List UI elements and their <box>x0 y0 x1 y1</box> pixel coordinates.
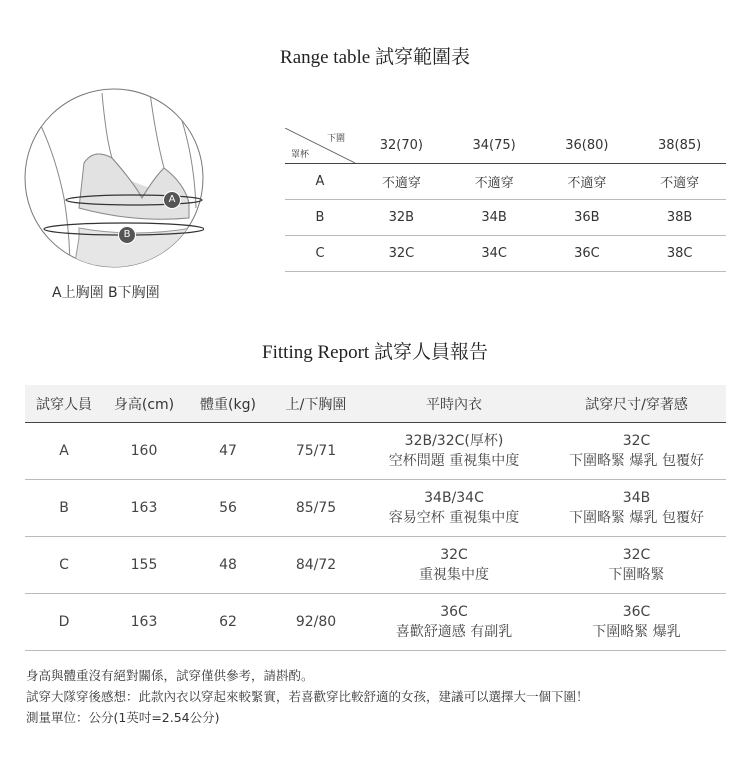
fit-weight: 48 <box>185 537 271 594</box>
fit-person: D <box>25 594 103 651</box>
range-col-header: 38(85) <box>633 128 726 164</box>
fit-row <box>25 594 726 651</box>
range-cup-label: A <box>285 164 355 200</box>
fit-trial-feel: 下圍略緊 爆乳 <box>592 624 681 640</box>
range-cup-label: B <box>285 200 355 236</box>
fit-person: A <box>25 423 103 480</box>
illustration-caption: A上胸圍 B下胸圍 <box>52 285 160 301</box>
fit-usual-size: 34B/34C <box>424 490 484 506</box>
range-cell: 38B <box>633 200 726 236</box>
fitting-notes <box>26 665 589 728</box>
range-cell: 36C <box>541 236 634 272</box>
fit-usual-note: 喜歡舒適感 有副乳 <box>395 624 513 640</box>
range-col-header: 34(75) <box>448 128 541 164</box>
range-col-header: 32(70) <box>355 128 448 164</box>
corner-label-cup: 罩杯 <box>291 150 310 160</box>
range-corner-cell <box>285 128 355 164</box>
fit-weight: 56 <box>185 480 271 537</box>
fit-trial-size: 34B <box>622 490 651 506</box>
fit-person: C <box>25 537 103 594</box>
fit-person: B <box>25 480 103 537</box>
marker-a: A <box>163 191 181 209</box>
range-cell: 不適穿 <box>541 164 634 200</box>
fit-usual <box>361 480 547 537</box>
fit-weight: 62 <box>185 594 271 651</box>
fit-usual-size: 32C <box>440 547 468 563</box>
fit-header: 試穿尺寸/穿著感 <box>547 385 726 423</box>
note-line: 身高與體重沒有絕對關係，試穿僅供參考，請斟酌。 <box>26 668 314 683</box>
fit-trial <box>547 480 726 537</box>
fit-usual <box>361 423 547 480</box>
fit-usual-size: 32B/32C(厚杯) <box>404 433 504 449</box>
range-col-header: 36(80) <box>541 128 634 164</box>
fit-height: 163 <box>103 594 185 651</box>
note-line: 測量單位：公分(1英吋=2.54公分) <box>26 710 220 725</box>
fit-usual <box>361 594 547 651</box>
range-cup-label: C <box>285 236 355 272</box>
fit-height: 155 <box>103 537 185 594</box>
range-row <box>285 164 726 200</box>
fit-height: 160 <box>103 423 185 480</box>
fit-trial-size: 36C <box>622 604 651 620</box>
fit-trial-feel: 下圍略緊 爆乳 包覆好 <box>569 453 704 469</box>
fitting-table <box>25 385 726 651</box>
fit-trial <box>547 537 726 594</box>
fit-usual-note: 空杯問題 重視集中度 <box>388 453 520 469</box>
marker-b: B <box>118 226 136 244</box>
fit-trial-feel: 下圍略緊 爆乳 包覆好 <box>569 510 704 526</box>
fit-usual-note: 重視集中度 <box>419 567 489 583</box>
fit-trial-size: 32C <box>622 547 651 563</box>
range-table <box>285 128 726 272</box>
fit-header: 平時內衣 <box>361 385 547 423</box>
range-cell: 不適穿 <box>633 164 726 200</box>
fit-header: 身高(cm) <box>103 385 185 423</box>
fit-row <box>25 480 726 537</box>
fit-trial-feel: 下圍略緊 <box>608 567 665 583</box>
fit-height: 163 <box>103 480 185 537</box>
note-line: 試穿大隊穿後感想：此款內衣以穿起來較緊實，若喜歡穿比較舒適的女孩，建議可以選擇大一個下圍！ <box>26 689 589 704</box>
range-cell: 32C <box>355 236 448 272</box>
fit-header: 體重(kg) <box>185 385 271 423</box>
fit-usual <box>361 537 547 594</box>
fit-weight: 47 <box>185 423 271 480</box>
range-cell: 38C <box>633 236 726 272</box>
range-cell: 不適穿 <box>355 164 448 200</box>
bra-figure-icon <box>24 88 204 268</box>
range-cell: 34B <box>448 200 541 236</box>
fit-header: 上/下胸圍 <box>271 385 361 423</box>
range-cell: 32B <box>355 200 448 236</box>
fitting-report-title: Fitting Report 試穿人員報告 <box>262 342 488 363</box>
fit-usual-note: 容易空杯 重視集中度 <box>388 510 520 526</box>
range-row <box>285 200 726 236</box>
fit-bust: 85/75 <box>271 480 361 537</box>
corner-label-underbust: 下圍 <box>326 134 345 144</box>
fit-bust: 75/71 <box>271 423 361 480</box>
fit-trial-size: 32C <box>622 433 651 449</box>
fit-header: 試穿人員 <box>25 385 103 423</box>
fit-usual-size: 36C <box>440 604 468 620</box>
range-cell: 不適穿 <box>448 164 541 200</box>
fit-bust: 92/80 <box>271 594 361 651</box>
fit-bust: 84/72 <box>271 537 361 594</box>
bust-measurement-illustration <box>24 88 204 268</box>
range-table-title: Range table 試穿範圍表 <box>280 47 470 68</box>
range-cell: 36B <box>541 200 634 236</box>
range-row <box>285 236 726 272</box>
fit-trial <box>547 423 726 480</box>
fit-trial <box>547 594 726 651</box>
fit-row <box>25 423 726 480</box>
range-cell: 34C <box>448 236 541 272</box>
fit-row <box>25 537 726 594</box>
